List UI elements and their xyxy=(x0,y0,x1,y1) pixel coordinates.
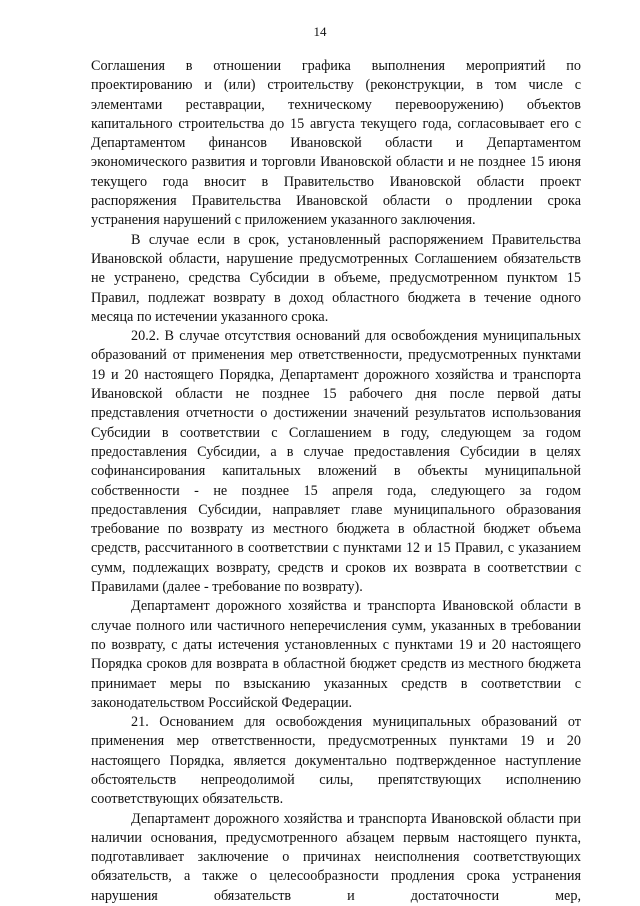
paragraph-20-2: 20.2. В случае отсутствия оснований для освобождения муниципальных образований от применения мер ответственности, предусмотренных пунктами 19 и 20 настоящего Порядка, Департамент дорожного хозяйства и транспорта Ивановской области не позднее 15 рабочего дня после первой даты представления отчетности о достижении значений результатов использования Субсидии в соответствии с Соглашением в году, следующем за годом предоставления Субсидии, а в случае предоставления Субсидии в целях софинансирования капитальных вложений в объекты муниципальной собственности - не позднее 15 апреля года, следующего за годом предоставления Субсидии, направляет главе муниципального образования требование по возврату из местного бюджета в областной бюджет объема средств, рассчитанного в соответствии с пунктами 12 и 15 Правил, с указанием сумм, подлежащих возврату, средств и сроков их возврата в соответствии с Правилами (далее - требование по возврату). xyxy=(91,328,581,596)
paragraph-conclusion: Департамент дорожного хозяйства и транспорта Ивановской области при наличии основания, предусмотренного абзацем первым настоящего пункта, подготавливает заключение о причинах неисполнения соответствующих обязательств, а также о целесообразности продления срока устранения нарушения обязательств и достаточности мер, xyxy=(91,810,581,904)
paragraph-continuation: Соглашения в отношении графика выполнения мероприятий по проектированию и (или) строительству (реконструкции, в том числе с элементами реставрации, техническому перевооружению) объектов капитального строительства до 15 августа текущего года, согласовывает его с Департаментом финансов Ивановской области и Департаментом экономического развития и торговли Ивановской области и не позднее 15 июня текущего года вносит в Правительство Ивановской области проект распоряжения Правительства Ивановской области о продлении срока устранения нарушений с приложением указанного заключения. xyxy=(91,58,581,229)
paragraph-refund-deadline: В случае если в срок, установленный распоряжением Правительства Ивановской области, нарушение предусмотренных Соглашением обязательств не устранено, средства Субсидии в объеме, предусмотренном пунктом 15 Правил, подлежат возврату в доход областного бюджета в течение одного месяца по истечении указанного срока. xyxy=(91,231,581,325)
paragraph-21: 21. Основанием для освобождения муниципальных образований от применения мер ответственности, предусмотренных пунктами 19 и 20 настоящего Порядка, является документально подтвержденное наступление обстоятельств непреодолимой силы, препятствующих исполнению соответствующих обязательств. xyxy=(91,714,581,808)
document-body xyxy=(91,57,581,906)
paragraph-recovery-measures: Департамент дорожного хозяйства и транспорта Ивановской области в случае полного или частичного неперечисления сумм, указанных в требовании по возврату, с даты истечения установленных с пунктами 19 и 20 настоящего Порядка сроков для возврата в областной бюджет средств из местного бюджета принимает меры по взысканию указанных средств в соответствии с законодательством Российской Федерации. xyxy=(91,598,581,711)
page-number: 14 xyxy=(313,24,327,39)
